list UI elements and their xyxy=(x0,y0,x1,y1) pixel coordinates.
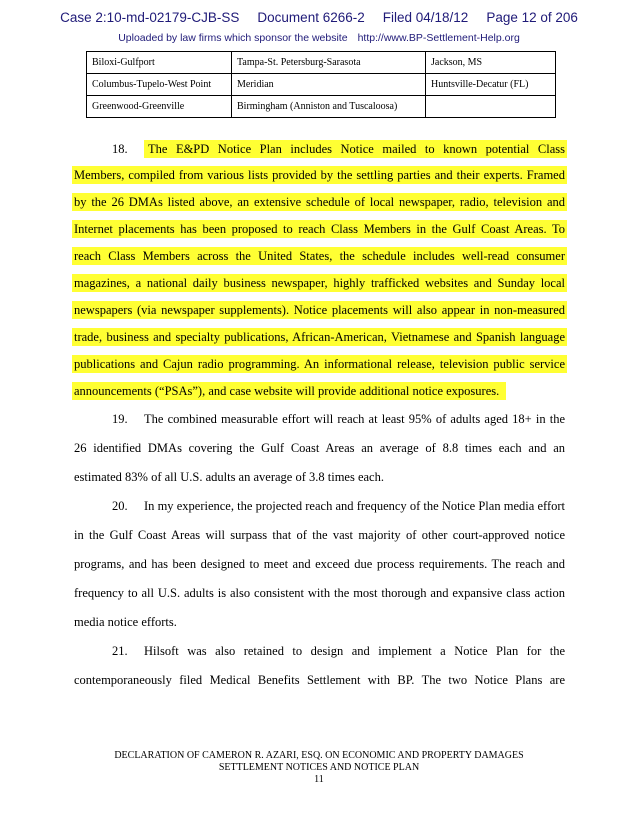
filed-date: Filed 04/18/12 xyxy=(382,10,469,25)
text-line: by the 26 DMAs listed above, an extensive schedule of local newspaper, radio, television and xyxy=(74,195,565,209)
text-line: publications and Cajun radio programming. An informational release, television public service xyxy=(74,357,565,371)
text-line: frequency to all U.S. adults is also consistent with the most thorough and expansive class action xyxy=(74,586,565,600)
table-row xyxy=(87,96,556,118)
text-line: Internet placements has been proposed to reach Class Members in the Gulf Coast Areas. To xyxy=(74,222,565,236)
paragraph-number: 18. xyxy=(112,142,128,156)
text-line: newspapers (via newspaper supplements). Notice placements will also appear in non-measured xyxy=(74,303,565,317)
page-footer xyxy=(0,750,638,786)
upload-notice xyxy=(0,32,638,44)
text-line: announcements (“PSAs”), and case website will provide additional notice exposures. xyxy=(74,384,500,398)
text-line: magazines, a national daily business newspaper, highly trafficked websites and Sunday local xyxy=(74,276,565,290)
court-filing-header xyxy=(0,10,638,25)
text-line: Hilsoft was also retained to design and implement a Notice Plan for the xyxy=(144,644,565,658)
text-line: reach Class Members across the United States, the schedule includes well-read consumer xyxy=(74,249,565,263)
case-number: Case 2:10-md-02179-CJB-SS xyxy=(60,10,240,25)
table-cell: Meridian xyxy=(232,74,426,96)
footer-title-line-2: SETTLEMENT NOTICES AND NOTICE PLAN xyxy=(218,762,420,773)
text-line: contemporaneously filed Medical Benefits Settlement with BP. The two Notice Plans are xyxy=(74,673,565,687)
website-url[interactable]: http://www.BP-Settlement-Help.org xyxy=(357,32,520,44)
table-cell: Greenwood-Greenville xyxy=(87,96,232,118)
text-line: Members, compiled from various lists provided by the settling parties and their experts. Framed xyxy=(74,168,565,182)
table-cell: Jackson, MS xyxy=(426,52,556,74)
dma-table xyxy=(86,51,556,118)
text-line: trade, business and specialty publications, African-American, Vietnamese and Spanish language xyxy=(74,330,565,344)
table-cell: Birmingham (Anniston and Tuscaloosa) xyxy=(232,96,426,118)
text-line: The E&PD Notice Plan includes Notice mailed to known potential Class xyxy=(148,142,565,156)
table-cell: Columbus-Tupelo-West Point xyxy=(87,74,232,96)
text-line: programs, and has been designed to meet and exceed due process requirements. The reach and xyxy=(74,557,565,571)
table-cell: Huntsville-Decatur (FL) xyxy=(426,74,556,96)
table-row xyxy=(87,52,556,74)
table-row xyxy=(87,74,556,96)
paragraph-number: 19. xyxy=(112,412,128,426)
document-number: Document 6266-2 xyxy=(257,10,365,25)
table-cell: Biloxi-Gulfport xyxy=(87,52,232,74)
upload-note-text: Uploaded by law firms which sponsor the website xyxy=(118,32,348,44)
paragraph-number: 21. xyxy=(112,644,128,658)
text-line: 26 identified DMAs covering the Gulf Coast Areas an average of 8.8 times each and an xyxy=(74,441,565,455)
page-count: Page 12 of 206 xyxy=(486,10,578,25)
text-line: estimated 83% of all U.S. adults an average of 3.8 times each. xyxy=(74,470,384,484)
text-line: In my experience, the projected reach and frequency of the Notice Plan media effort xyxy=(144,499,565,513)
text-line: in the Gulf Coast Areas will surpass that of the vast majority of other court-approved notice xyxy=(74,528,565,542)
text-line: media notice efforts. xyxy=(74,615,177,629)
table-cell xyxy=(426,96,556,118)
footer-page-number: 11 xyxy=(314,774,324,785)
table-cell: Tampa-St. Petersburg-Sarasota xyxy=(232,52,426,74)
footer-title-line-1: DECLARATION OF CAMERON R. AZARI, ESQ. ON ECONOMIC AND PROPERTY DAMAGES xyxy=(114,750,524,761)
paragraph-number: 20. xyxy=(112,499,128,513)
text-line: The combined measurable effort will reach at least 95% of adults aged 18+ in the xyxy=(144,412,565,426)
